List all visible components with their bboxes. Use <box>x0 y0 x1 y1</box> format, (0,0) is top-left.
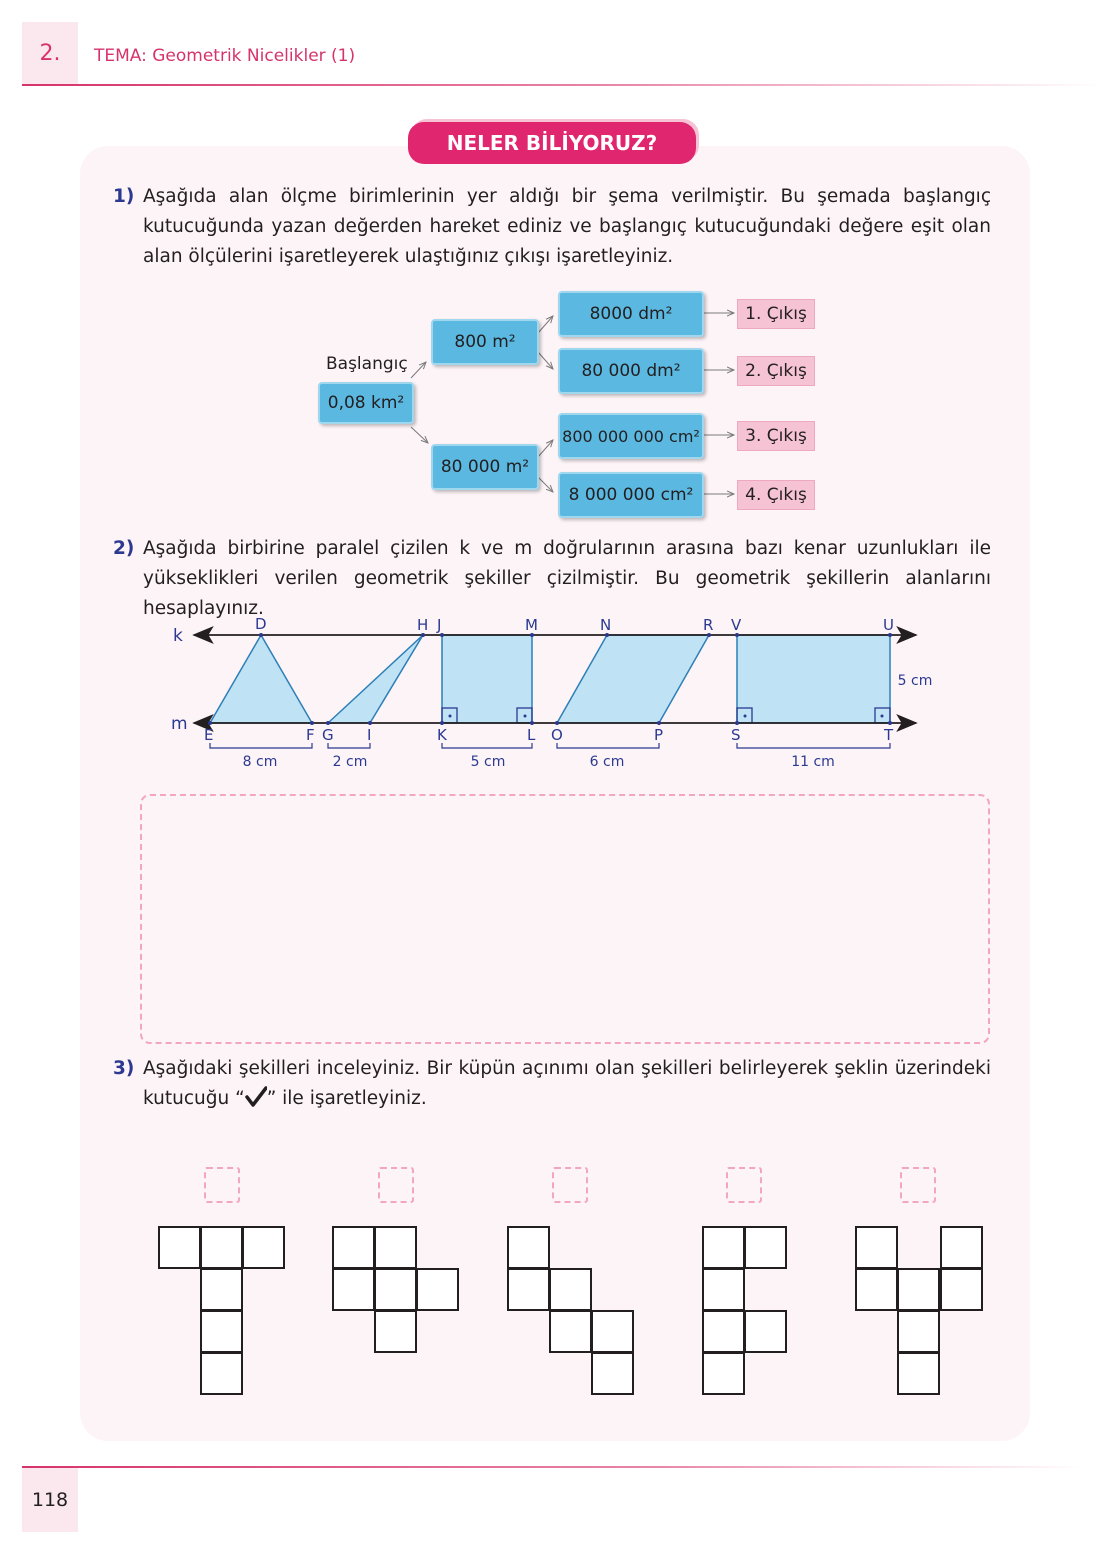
mid-box-2: 80 000 m² <box>431 444 539 490</box>
point-label: D <box>255 615 267 633</box>
question-text: Aşağıda birbirine paralel çizilen k ve m doğrularının arasına bazı kenar uzunlukları ile yükseklikleri verilen geometrik şekiller çizilmiştir. Bu geometrik şekillerin alanlarını hesaplayınız. <box>143 538 991 619</box>
rectangle-jmlk <box>442 635 532 723</box>
net-square <box>332 1226 375 1269</box>
point-label: K <box>437 726 447 744</box>
point-label: S <box>731 726 741 744</box>
triangle-def <box>210 635 312 723</box>
point-label: E <box>204 726 214 744</box>
answer-area[interactable] <box>140 794 990 1044</box>
exit-2[interactable]: 2. Çıkış <box>737 356 815 386</box>
question-number: 1) <box>113 186 135 207</box>
net-square <box>940 1268 983 1311</box>
net-square <box>744 1310 787 1353</box>
question-text-part: ” ile işaretleyiniz. <box>266 1088 427 1109</box>
exit-1[interactable]: 1. Çıkış <box>737 299 815 329</box>
end-box-3: 800 000 000 cm² <box>558 413 704 459</box>
end-box-4: 8 000 000 cm² <box>558 472 704 518</box>
footer-divider <box>22 1466 1082 1468</box>
measure-label: 8 cm <box>242 754 278 770</box>
exit-4[interactable]: 4. Çıkış <box>737 480 815 510</box>
point-label: J <box>437 616 442 634</box>
net-square <box>897 1352 940 1395</box>
measure-label: 6 cm <box>589 754 625 770</box>
question-number: 2) <box>113 538 135 559</box>
net-square <box>332 1268 375 1311</box>
net-2-checkbox[interactable] <box>378 1167 414 1203</box>
point-label: G <box>322 726 334 744</box>
mid-box-1: 800 m² <box>431 319 539 365</box>
point-label: T <box>884 726 894 744</box>
net-square <box>507 1268 550 1311</box>
net-square <box>200 1310 243 1353</box>
net-square <box>744 1226 787 1269</box>
start-box: 0,08 km² <box>318 382 414 424</box>
measure-label: 11 cm <box>791 754 835 770</box>
end-box-2: 80 000 dm² <box>558 348 704 394</box>
net-3-checkbox[interactable] <box>552 1167 588 1203</box>
point-label: O <box>551 726 563 744</box>
end-box-1: 8000 dm² <box>558 291 704 337</box>
point-label: I <box>367 726 372 744</box>
question-3 <box>113 1054 991 1118</box>
line-k-label: k <box>173 626 183 646</box>
net-square <box>549 1268 592 1311</box>
measure-label: 5 cm <box>897 673 933 689</box>
question-text-part: Aşağıdaki şekilleri inceleyiniz. Bir küpün açınımı olan şekilleri belirleyerek şeklin üzerindeki kutucuğu “ <box>143 1058 991 1109</box>
net-square <box>591 1310 634 1353</box>
net-square <box>242 1226 285 1269</box>
exit-3[interactable]: 3. Çıkış <box>737 421 815 451</box>
net-square <box>416 1268 459 1311</box>
rectangle-vust <box>737 635 890 723</box>
net-square <box>158 1226 201 1269</box>
net-5-checkbox[interactable] <box>900 1167 936 1203</box>
point-label: U <box>883 616 894 634</box>
measure-label: 5 cm <box>470 754 506 770</box>
point-label: F <box>306 726 315 744</box>
net-square <box>702 1352 745 1395</box>
question-text: Aşağıda alan ölçme birimlerinin yer aldığı bir şema verilmiştir. Bu şemada başlangıç kutucuğunda yazan değerden hareket ediniz ve başlangıç kutucuğundaki değere eşit olan alan ölçülerini işaretleyerek ulaştığınız çıkışı işaretleyiniz. <box>143 186 991 267</box>
net-square <box>702 1226 745 1269</box>
net-square <box>702 1310 745 1353</box>
net-square <box>855 1226 898 1269</box>
net-square <box>591 1352 634 1395</box>
point-label: V <box>731 616 742 634</box>
net-square <box>374 1226 417 1269</box>
net-1-checkbox[interactable] <box>204 1167 240 1203</box>
point-label: H <box>417 616 429 634</box>
section-title: NELER BİLİYORUZ? <box>408 122 696 164</box>
point-label: N <box>600 616 612 634</box>
point-label: P <box>654 726 664 744</box>
question-text <box>143 1054 991 1118</box>
theme-number: 2. <box>22 22 78 84</box>
net-square <box>374 1268 417 1311</box>
net-square <box>897 1268 940 1311</box>
net-square <box>507 1226 550 1269</box>
checkmark-icon <box>245 1086 267 1118</box>
point-label: M <box>525 616 538 634</box>
net-square <box>200 1268 243 1311</box>
net-square <box>702 1268 745 1311</box>
net-square <box>855 1268 898 1311</box>
triangle-ghi <box>328 635 423 723</box>
net-square <box>940 1226 983 1269</box>
net-square <box>897 1310 940 1353</box>
point-label: L <box>527 726 536 744</box>
point-label: R <box>703 616 714 634</box>
page-number: 118 <box>22 1468 78 1532</box>
net-square <box>549 1310 592 1353</box>
net-square <box>200 1352 243 1395</box>
net-square <box>200 1226 243 1269</box>
line-m-label: m <box>171 714 188 734</box>
start-label: Başlangıç <box>326 354 408 374</box>
question-number: 3) <box>113 1058 135 1079</box>
net-4-checkbox[interactable] <box>726 1167 762 1203</box>
theme-title: TEMA: Geometrik Nicelikler (1) <box>94 46 356 66</box>
parallelogram-onrp <box>557 635 709 723</box>
net-square <box>374 1310 417 1353</box>
measure-label: 2 cm <box>332 754 368 770</box>
